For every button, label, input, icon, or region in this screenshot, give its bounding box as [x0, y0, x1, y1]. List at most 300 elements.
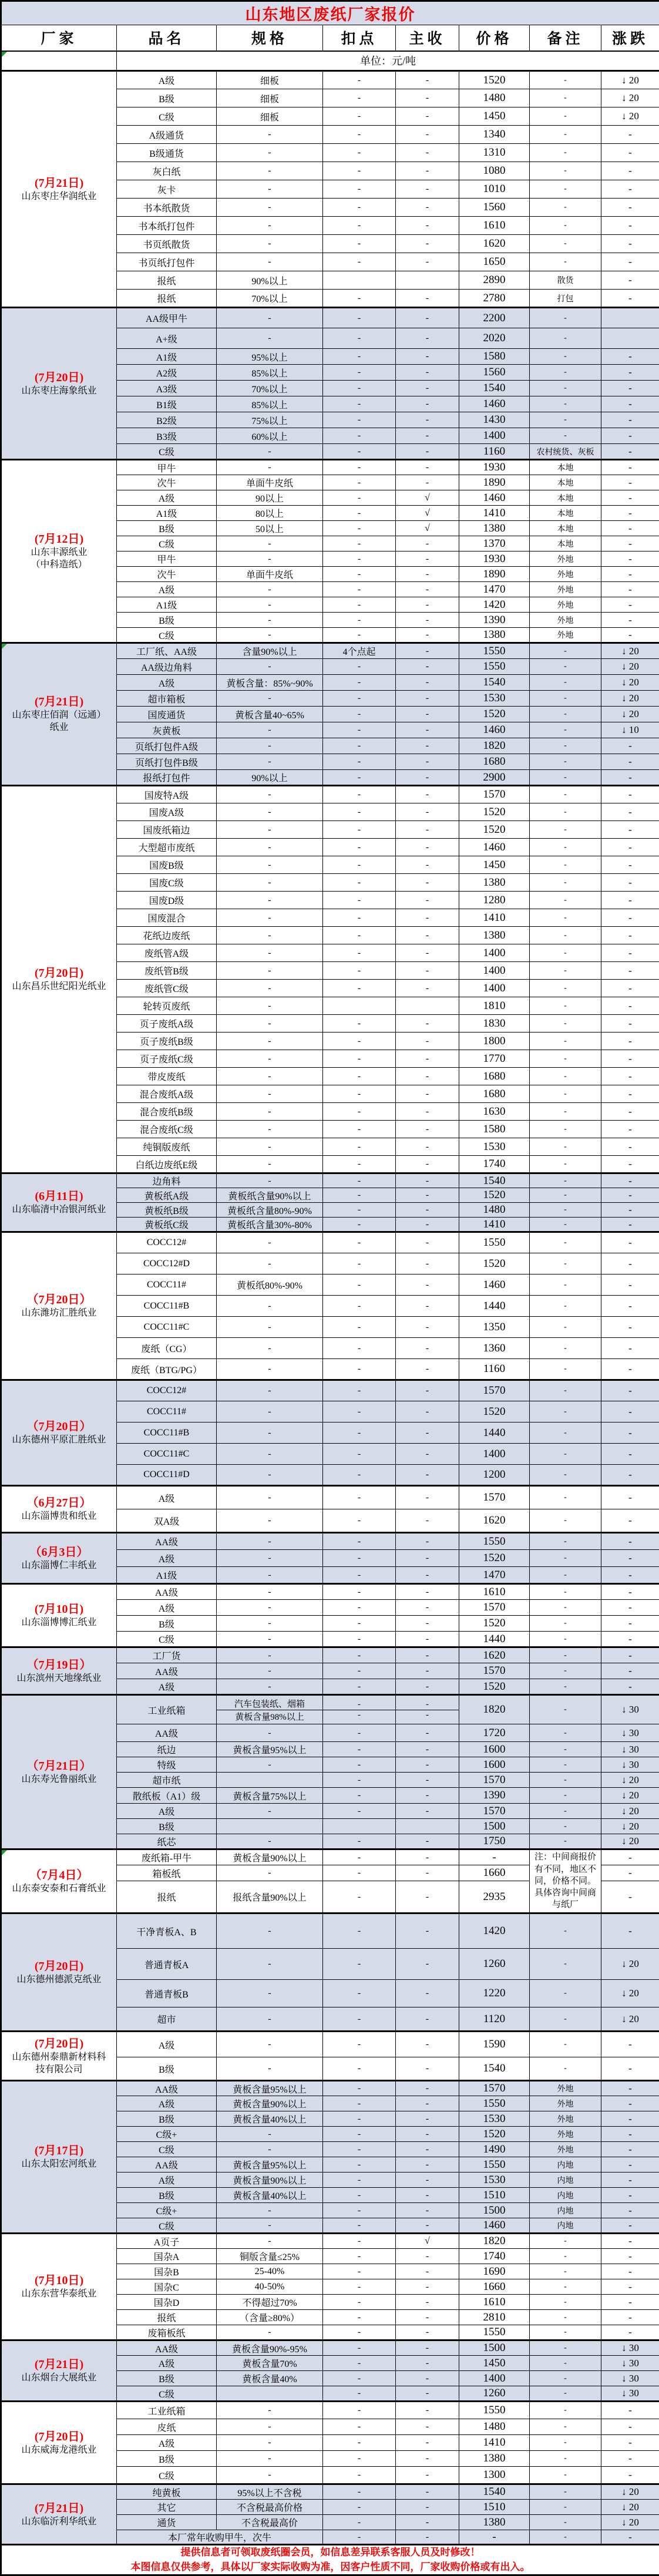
deduction-cell: -: [323, 1188, 396, 1203]
price-cell: 1410: [459, 506, 530, 521]
product-cell: A3级: [117, 381, 217, 396]
product-cell: 废纸箱-甲牛: [117, 1849, 217, 1865]
price-cell: 1820: [459, 2234, 530, 2249]
price-cell: 1530: [459, 2111, 530, 2127]
note-cell: -: [530, 71, 601, 89]
deduction-cell: -: [323, 1647, 396, 1663]
price-cell: 1390: [459, 613, 530, 628]
table-row: [1, 1533, 659, 1550]
deduction-cell: -: [323, 1338, 396, 1359]
spec-cell: -: [217, 786, 323, 803]
main-collect-cell: -: [396, 396, 459, 412]
note-cell: 散货: [530, 271, 601, 290]
change-cell: -: [601, 803, 659, 821]
main-collect-cell: -: [396, 381, 459, 396]
note-cell: -: [530, 107, 601, 126]
product-cell: 页纸打包件B级: [117, 754, 217, 770]
deduction-cell: -: [323, 328, 396, 349]
note-cell: 外地: [530, 2096, 601, 2111]
spec-cell: -: [217, 253, 323, 271]
spec-cell: -: [217, 1663, 323, 1679]
product-cell: 国废混合: [117, 909, 217, 927]
deduction-cell: -: [323, 290, 396, 308]
spec-cell: 黄板含量95%以上: [217, 2157, 323, 2173]
deduction-cell: -: [323, 1085, 396, 1103]
change-cell: -: [601, 521, 659, 536]
col-header-price: 价格: [459, 25, 530, 51]
price-cell: -: [459, 2530, 530, 2545]
change-cell: -: [601, 1103, 659, 1121]
price-cell: 1750: [459, 1834, 530, 1849]
spec-cell: -: [217, 613, 323, 628]
main-collect-cell: -: [396, 1834, 459, 1849]
note-cell: -: [530, 821, 601, 839]
deduction-cell: -: [323, 770, 396, 786]
deduction-cell: -: [323, 1173, 396, 1188]
change-cell: ↓ 30: [601, 2386, 659, 2402]
change-cell: ↓ 30: [601, 1724, 659, 1742]
price-cell: 1460: [459, 490, 530, 506]
factory-name: 山东德州平原汇胜纸业: [3, 1434, 115, 1447]
deduction-cell: -: [323, 803, 396, 821]
note-cell: -: [530, 1550, 601, 1567]
price-cell: 1550: [459, 2157, 530, 2173]
spec-cell: -: [217, 2234, 323, 2249]
change-cell: ↓ 20: [601, 107, 659, 126]
main-collect-cell: -: [396, 643, 459, 659]
main-collect-cell: -: [396, 980, 459, 997]
spec-cell: 黄板纸含量90%以上: [217, 1188, 323, 1203]
price-cell: -: [459, 1849, 530, 1865]
spec-cell: -: [217, 144, 323, 162]
change-cell: ↓ 20: [601, 1819, 659, 1834]
deduction-cell: -: [323, 2310, 396, 2325]
deduction-cell: -: [323, 1203, 396, 1218]
unit-row-left-cell: [1, 51, 117, 71]
note-cell: 本地: [530, 490, 601, 506]
factory-name: 山东枣庄佰润（远通）: [3, 709, 115, 722]
deduction-cell: -: [323, 1742, 396, 1757]
change-cell: -: [601, 1156, 659, 1173]
factory-cell: [1, 1533, 117, 1584]
price-cell: 1200: [459, 1465, 530, 1486]
spec-cell: 黄板含量95%以上: [217, 2081, 323, 2096]
price-cell: 1380: [459, 927, 530, 944]
note-cell: 本地: [530, 475, 601, 490]
main-collect-cell: -: [396, 2310, 459, 2325]
change-cell: -: [601, 2249, 659, 2264]
product-cell: 通货: [117, 2515, 217, 2530]
product-cell: C级: [117, 628, 217, 643]
spec-cell: 单面牛皮纸: [217, 567, 323, 582]
price-cell: 1470: [459, 1567, 530, 1584]
main-collect-cell: -: [396, 1015, 459, 1033]
spec-cell: 黄板含量：85%~90%: [217, 675, 323, 691]
product-cell: B级: [117, 2188, 217, 2203]
main-collect-cell: -: [396, 722, 459, 738]
factory-date: （7月4日）: [3, 1868, 115, 1883]
note-cell: -: [530, 659, 601, 675]
spec-cell: -: [217, 1015, 323, 1033]
product-cell: 纸边: [117, 1742, 217, 1757]
main-collect-cell: -: [396, 707, 459, 722]
note-cell: -: [530, 1068, 601, 1085]
factory-name: 山东太阳宏河纸业: [3, 2158, 115, 2171]
spec-cell: 铜版含量≤25%: [217, 2249, 323, 2264]
note-cell: -: [530, 754, 601, 770]
factory-cell: [1, 1232, 117, 1380]
change-cell: -: [601, 786, 659, 803]
product-cell: A级: [117, 1679, 217, 1695]
factory-date: (7月12日): [3, 532, 115, 547]
product-cell: 次牛: [117, 475, 217, 490]
product-cell: COCC11#C: [117, 1317, 217, 1338]
product-cell: 报纸打包件: [117, 770, 217, 786]
note-cell: -: [530, 1444, 601, 1465]
main-collect-cell: -: [396, 1881, 459, 1913]
table-row: [1, 643, 659, 659]
col-header-deduction: 扣点: [323, 25, 396, 51]
spec-cell: 75%以上: [217, 412, 323, 428]
spec-cell: 黄板含量95%以上: [217, 1742, 323, 1757]
main-collect-cell: -: [396, 2188, 459, 2203]
price-cell: 1820: [459, 1695, 530, 1724]
spec-cell: -: [217, 2057, 323, 2081]
change-cell: -: [601, 396, 659, 412]
product-cell: 书本纸散货: [117, 199, 217, 217]
main-collect-cell: -: [396, 126, 459, 144]
change-cell: -: [601, 1679, 659, 1695]
spec-cell: -: [217, 1486, 323, 1509]
product-cell: 边角料: [117, 1173, 217, 1188]
spec-cell: -: [217, 691, 323, 707]
deduction-cell: -: [323, 2356, 396, 2371]
spec-cell: -: [217, 1600, 323, 1616]
price-cell: 1680: [459, 1085, 530, 1103]
factory-name: 山东德州德派克纸业: [3, 1974, 115, 1986]
change-cell: -: [601, 1616, 659, 1632]
product-cell: 国杂D: [117, 2295, 217, 2310]
main-collect-cell: -: [396, 1203, 459, 1218]
product-cell: C级: [117, 2386, 217, 2402]
factory-cell: [1, 2402, 117, 2484]
spec-cell: 黄板含量70%: [217, 2356, 323, 2371]
factory-date: (7月20日): [3, 1959, 115, 1974]
spec-cell: 85%以上: [217, 365, 323, 381]
spec-cell: -: [217, 1757, 323, 1773]
deduction-cell: -: [323, 475, 396, 490]
price-cell: 1360: [459, 1338, 530, 1359]
note-cell: -: [530, 89, 601, 107]
note-cell: 外地: [530, 551, 601, 567]
main-collect-cell: -: [396, 856, 459, 874]
factory-date: (7月21日): [3, 176, 115, 191]
change-cell: -: [601, 2279, 659, 2295]
spec-cell: 不含税最高价: [217, 2515, 323, 2530]
factory-cell: [1, 2234, 117, 2340]
deduction-cell: -: [323, 1103, 396, 1121]
table-row: [1, 2402, 659, 2419]
product-cell: 普通青板B: [117, 1980, 217, 2007]
deduction-cell: -: [323, 1788, 396, 1804]
change-cell: -: [601, 567, 659, 582]
deduction-cell: -: [323, 2484, 396, 2500]
deduction-cell: -: [323, 1050, 396, 1068]
main-collect-cell: -: [396, 738, 459, 754]
deduction-cell: [323, 1819, 396, 1834]
change-cell: -: [601, 582, 659, 597]
spec-cell: -: [217, 597, 323, 613]
note-cell: -: [530, 1980, 601, 2007]
note-cell: -: [530, 997, 601, 1015]
price-cell: 1930: [459, 460, 530, 475]
main-collect-cell: -: [396, 428, 459, 444]
product-cell: C级: [117, 444, 217, 460]
price-cell: 1610: [459, 1584, 530, 1600]
deduction-cell: -: [323, 1121, 396, 1138]
change-cell: -: [601, 271, 659, 290]
factory-name: 山东枣庄海象纸业: [3, 385, 115, 398]
deduction-cell: -: [323, 2386, 396, 2402]
deduction-cell: -: [323, 1380, 396, 1401]
price-cell: 1550: [459, 659, 530, 675]
spec-cell-part: 黄板含量98%以上: [217, 1710, 322, 1723]
spec-cell: -: [217, 1050, 323, 1068]
note-cell: -: [530, 2032, 601, 2057]
note-cell: 本地: [530, 521, 601, 536]
unit-row: [1, 51, 659, 71]
product-cell: COCC12#: [117, 1380, 217, 1401]
footer-notice-1: 提供信息者可领取废纸圈会员，如信息差异联系客服人员及时修改！: [3, 2545, 658, 2560]
note-cell: -: [530, 428, 601, 444]
footer-notice-2: 本图信息仅供参考，具体以厂家实际收购为准，因客户性质不同，厂家收购价格或有出入。: [3, 2560, 658, 2575]
change-cell: -: [601, 551, 659, 567]
factory-date: （7月20日）: [3, 1419, 115, 1434]
deduction-cell: [323, 271, 396, 290]
note-cell: -: [530, 1584, 601, 1600]
main-collect-cell: -: [396, 89, 459, 107]
price-cell: 1550: [459, 1232, 530, 1253]
spec-cell: 90%以上: [217, 770, 323, 786]
note-cell: -: [530, 980, 601, 997]
spec-cell: -: [217, 180, 323, 199]
product-cell: B级: [117, 1616, 217, 1632]
price-cell: 1450: [459, 107, 530, 126]
spec-cell: 80以上: [217, 506, 323, 521]
change-cell: ↓ 20: [601, 89, 659, 107]
deduction-cell: -: [323, 1156, 396, 1173]
price-cell: 1570: [459, 1600, 530, 1616]
deduction-cell: -: [323, 2111, 396, 2127]
price-cell: 1400: [459, 962, 530, 980]
product-cell: COCC11#D: [117, 1465, 217, 1486]
price-cell: 1600: [459, 1742, 530, 1757]
product-cell: A级: [117, 2173, 217, 2188]
spec-cell: -: [217, 2435, 323, 2451]
deduction-cell: -: [323, 722, 396, 738]
main-collect-cell: -: [396, 1913, 459, 1949]
product-cell: 页子废纸A级: [117, 1015, 217, 1033]
change-cell: -: [601, 365, 659, 381]
main-collect-cell: -: [396, 2007, 459, 2032]
note-cell: -: [530, 180, 601, 199]
spec-cell: -: [217, 1980, 323, 2007]
change-cell: -: [601, 2173, 659, 2188]
spec-cell: -: [217, 1465, 323, 1486]
note-cell: -: [530, 1465, 601, 1486]
change-cell: [601, 328, 659, 349]
spec-cell: -: [217, 1033, 323, 1050]
spec-cell: -: [217, 722, 323, 738]
change-cell: ↓ 30: [601, 2371, 659, 2386]
table-row: [1, 1695, 659, 1724]
change-cell: ↓ 20: [601, 2484, 659, 2500]
product-cell: A1级: [117, 349, 217, 365]
change-cell: -: [601, 613, 659, 628]
price-cell: 1500: [459, 2203, 530, 2218]
main-collect-cell: -: [396, 1338, 459, 1359]
note-cell: -: [530, 1788, 601, 1804]
product-cell: 报纸: [117, 2310, 217, 2325]
note-cell: -: [530, 381, 601, 396]
main-collect-cell: -: [396, 892, 459, 909]
price-cell: 1420: [459, 597, 530, 613]
main-collect-cell: -: [396, 536, 459, 551]
note-cell: 外地: [530, 582, 601, 597]
price-cell: 1600: [459, 1757, 530, 1773]
spec-cell: 50以上: [217, 521, 323, 536]
spec-cell: 不得超过70%: [217, 2295, 323, 2310]
price-cell: 1550: [459, 1533, 530, 1550]
spec-cell: -: [217, 1724, 323, 1742]
deduction-cell: -: [323, 2435, 396, 2451]
deduction-cell: -: [323, 1296, 396, 1317]
deduction-cell: -: [323, 308, 396, 328]
change-cell: -: [601, 2203, 659, 2218]
deduction-cell: -: [323, 2402, 396, 2419]
change-cell: -: [601, 2081, 659, 2096]
price-cell: 1530: [459, 691, 530, 707]
price-cell: 1430: [459, 412, 530, 428]
main-collect-cell: -: [396, 2340, 459, 2356]
main-collect-cell: [396, 1695, 459, 1724]
price-cell: 1680: [459, 754, 530, 770]
deduction-cell: -: [323, 892, 396, 909]
product-cell: 超市: [117, 2007, 217, 2032]
product-cell: C级: [117, 536, 217, 551]
product-cell: B级: [117, 521, 217, 536]
product-cell: 灰卡: [117, 180, 217, 199]
note-cell: -: [530, 253, 601, 271]
change-cell: -: [601, 1444, 659, 1465]
price-cell: 1520: [459, 71, 530, 89]
deduction-cell: -: [323, 1218, 396, 1232]
product-cell: B级: [117, 2451, 217, 2467]
change-cell: ↓ 20: [601, 1788, 659, 1804]
note-cell: -: [530, 1742, 601, 1757]
price-cell: 1550: [459, 643, 530, 659]
main-collect-cell: -: [396, 199, 459, 217]
factory-cell: [1, 1913, 117, 2032]
deduction-cell: -: [323, 2096, 396, 2111]
main-collect-cell: -: [396, 1616, 459, 1632]
main-collect-cell: -: [396, 2173, 459, 2188]
product-cell: 工厂货: [117, 1647, 217, 1663]
table-row: [1, 2234, 659, 2249]
page-title: 山东地区废纸厂家报价: [1, 1, 659, 25]
price-cell: 1610: [459, 217, 530, 235]
spec-cell: -: [217, 659, 323, 675]
spec-cell: 黄板含量75%以上: [217, 1788, 323, 1804]
change-cell: -: [601, 2467, 659, 2484]
deduction-cell: -: [323, 444, 396, 460]
spec-cell: 70%以上: [217, 290, 323, 308]
note-cell: -: [530, 1138, 601, 1156]
main-collect-cell: -: [396, 1724, 459, 1742]
change-cell: -: [601, 1663, 659, 1679]
change-cell: -: [601, 349, 659, 365]
product-cell: C级+: [117, 2127, 217, 2142]
change-cell: -: [601, 1121, 659, 1138]
main-collect-cell: -: [396, 2295, 459, 2310]
main-collect-cell: -: [396, 460, 459, 475]
deduction-cell: -: [323, 980, 396, 997]
factory-cell: [1, 1380, 117, 1486]
note-cell: -: [530, 1663, 601, 1679]
spec-cell: 细板: [217, 89, 323, 107]
change-cell: -: [601, 162, 659, 180]
deduction-cell: -: [323, 691, 396, 707]
spec-cell: 90%以上: [217, 271, 323, 290]
price-cell: 1420: [459, 1913, 530, 1949]
spec-cell: -: [217, 1232, 323, 1253]
price-cell: 1450: [459, 856, 530, 874]
main-collect-cell: -: [396, 328, 459, 349]
note-cell: -: [530, 1804, 601, 1819]
note-cell: -: [530, 909, 601, 927]
deduction-cell: -: [323, 1015, 396, 1033]
deduction-cell: -: [323, 235, 396, 253]
price-cell: 1490: [459, 2142, 530, 2157]
factory-cell: [1, 2081, 117, 2234]
main-collect-cell: -: [396, 597, 459, 613]
deduction-cell: -: [323, 675, 396, 691]
spec-cell: -: [217, 1422, 323, 1444]
spec-cell: -: [217, 1509, 323, 1533]
deduction-cell: -: [323, 1949, 396, 1980]
change-cell: -: [601, 1359, 659, 1380]
price-cell: 2780: [459, 290, 530, 308]
product-cell: B3级: [117, 428, 217, 444]
main-collect-cell: -: [396, 253, 459, 271]
main-collect-cell: -: [396, 2111, 459, 2127]
change-cell: -: [601, 856, 659, 874]
product-cell: COCC11#: [117, 1401, 217, 1422]
factory-name: 山东临清中冶银河纸业: [3, 1204, 115, 1216]
price-cell: 1450: [459, 2356, 530, 2371]
table-row: [1, 2340, 659, 2356]
product-cell: COCC12#: [117, 1232, 217, 1253]
main-collect-cell: -: [396, 1980, 459, 2007]
note-cell: 内地: [530, 2157, 601, 2173]
spec-cell: 不含税最高价格: [217, 2500, 323, 2515]
price-cell: 1570: [459, 1663, 530, 1679]
note-cell: -: [530, 2340, 601, 2356]
product-cell: B级: [117, 1819, 217, 1834]
note-cell: -: [530, 2402, 601, 2419]
product-cell: 黄板纸B级: [117, 1203, 217, 1218]
price-cell: 1530: [459, 2173, 530, 2188]
